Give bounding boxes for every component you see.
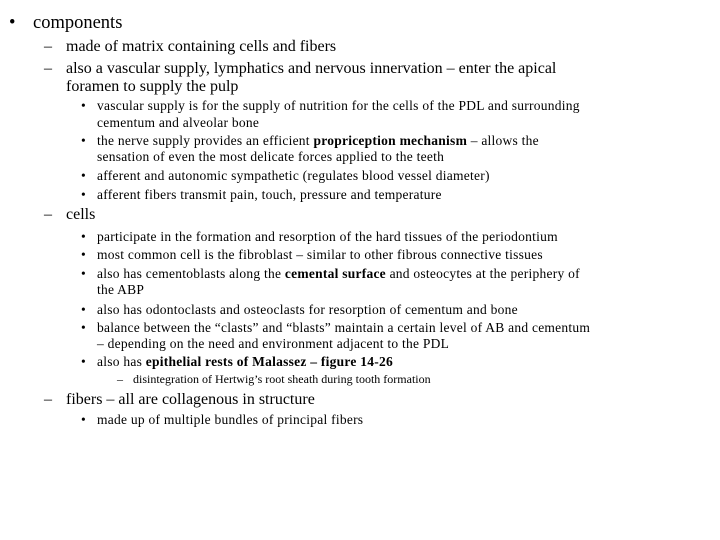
- epithelial-text-pre: also has: [97, 354, 146, 369]
- fibers-sub-1: made up of multiple bundles of principal fibers: [97, 412, 364, 427]
- cementoblasts-text-pre: also has cementoblasts along the: [97, 266, 285, 281]
- vascular-sub-1-line2: cementum and alveolar bone: [97, 115, 260, 130]
- bullet-marker: •: [81, 247, 86, 262]
- cells-sub-5-line2: – depending on the need and environment adjacent to the PDL: [97, 336, 450, 351]
- vascular-sub-4: afferent fibers transmit pain, touch, pressure and temperature: [97, 187, 442, 202]
- cells-sub-4: also has odontoclasts and osteoclasts for resorption of cementum and bone: [97, 302, 518, 317]
- proprioception-term: propriception mechanism: [313, 133, 468, 148]
- cemental-surface-term: cemental surface: [284, 266, 386, 281]
- bullet-marker: •: [81, 229, 86, 244]
- item-vascular-line2: foramen to supply the pulp: [66, 78, 239, 95]
- vascular-sub-3: afferent and autonomic sympathetic (regulates blood vessel diameter): [97, 168, 490, 183]
- vascular-sub-1-line1: vascular supply is for the supply of nutrition for the cells of the PDL and surrounding: [97, 98, 580, 113]
- bullet-marker: •: [81, 354, 86, 369]
- cells-sub-1: participate in the formation and resorption of the hard tissues of the periodontium: [97, 229, 558, 244]
- cells-sub-2: most common cell is the fibroblast – similar to other fibrous connective tissues: [97, 247, 543, 262]
- dash-marker: –: [117, 372, 123, 386]
- heading-cells: cells: [66, 206, 96, 223]
- bullet-marker: •: [81, 320, 86, 335]
- vascular-sub-2-line1: [97, 133, 539, 149]
- heading-fibers: fibers – all are collagenous in structure: [66, 391, 315, 408]
- cells-sub-3-line2: the ABP: [97, 282, 145, 297]
- cells-sub-6: [97, 354, 393, 370]
- dash-marker: –: [44, 60, 52, 77]
- bullet-marker: •: [81, 98, 86, 113]
- item-matrix: made of matrix containing cells and fibers: [66, 38, 337, 55]
- cells-sub-5-line1: balance between the “clasts” and “blasts” maintain a certain level of AB and cementum: [97, 320, 591, 335]
- epithelial-sub-1: disintegration of Hertwig’s root sheath during tooth formation: [133, 372, 431, 386]
- cells-sub-3-line1: [97, 266, 580, 282]
- vascular-sub-2-line2: sensation of even the most delicate forces applied to the teeth: [97, 149, 445, 164]
- bullet-marker: •: [81, 168, 86, 183]
- dash-marker: –: [44, 391, 52, 408]
- bullet-marker: •: [81, 412, 86, 427]
- bullet-marker: •: [81, 133, 86, 148]
- epithelial-rests-term: epithelial rests of Malassez – figure 14-26: [145, 354, 393, 369]
- bullet-marker: •: [9, 13, 16, 33]
- dash-marker: –: [44, 38, 52, 55]
- cementoblasts-text-post: and osteocytes at the periphery of: [385, 266, 580, 281]
- nerve-text-post: – allows the: [467, 133, 539, 148]
- bullet-marker: •: [81, 187, 86, 202]
- dash-marker: –: [44, 206, 52, 223]
- nerve-text-pre: the nerve supply provides an efficient: [97, 133, 314, 148]
- bullet-marker: •: [81, 266, 86, 281]
- item-vascular-line1: also a vascular supply, lymphatics and nervous innervation – enter the apical: [66, 60, 557, 77]
- bullet-marker: •: [81, 302, 86, 317]
- heading-components: components: [33, 13, 123, 33]
